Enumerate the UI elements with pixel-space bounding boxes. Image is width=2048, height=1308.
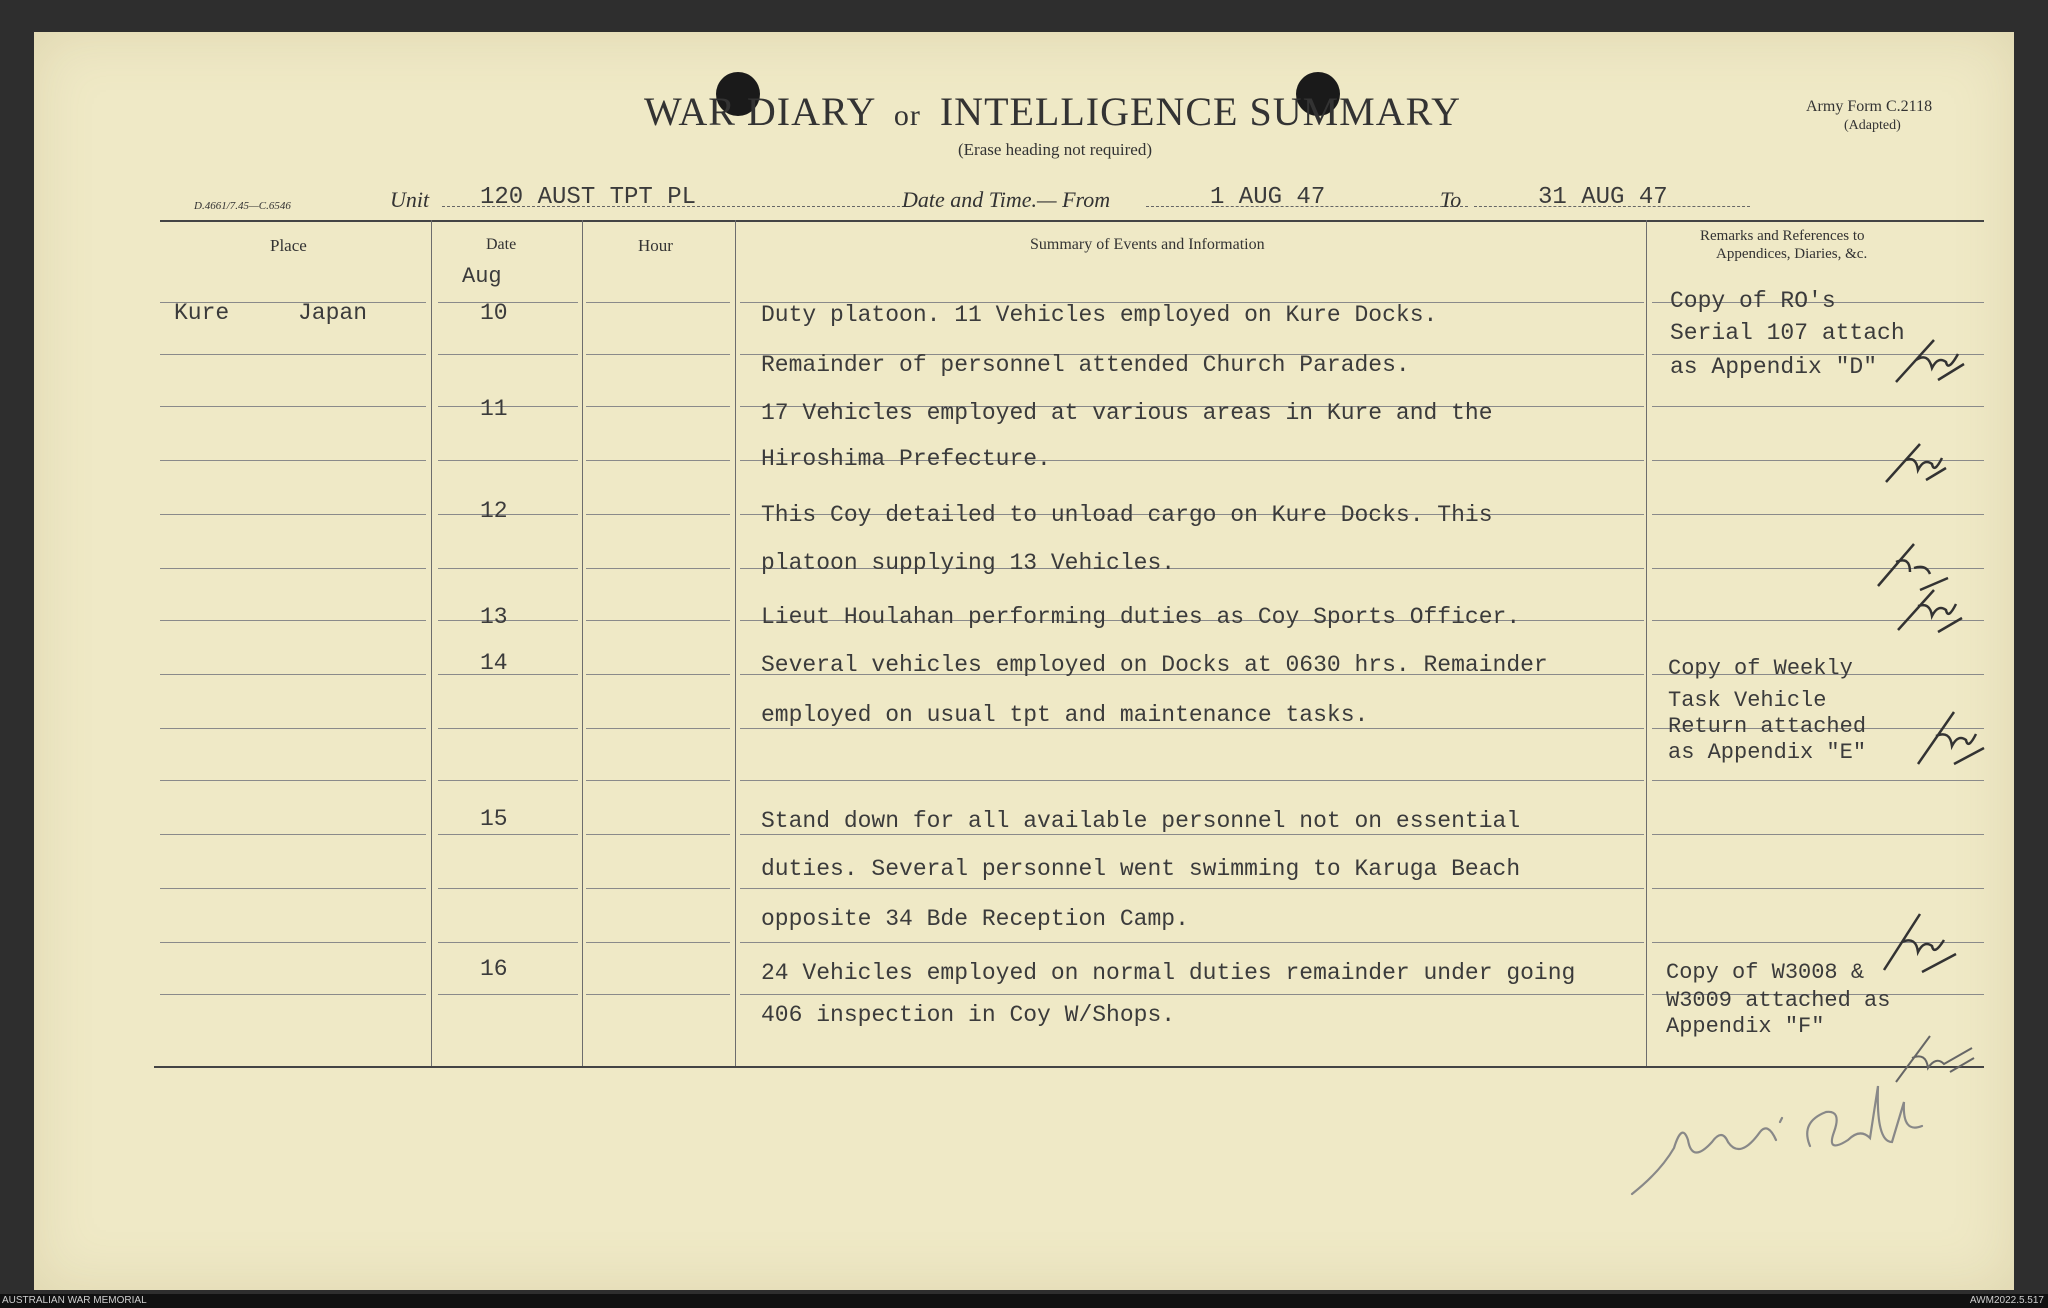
rule-line [1652,834,1984,835]
rule-line [160,568,426,569]
unit-label: Unit [390,187,430,212]
rule-line [740,780,1644,781]
column-header-summary: Summary of Events and Information [1030,236,1265,253]
rule-line [438,354,578,355]
army-form-number: Army Form C.2118 [1806,98,1933,115]
print-code: D.4661/7.45—C.6546 [194,200,291,212]
column-header-date: Date [486,236,517,253]
rule-line [160,834,426,835]
rule-line [160,994,426,995]
rule-line [160,406,426,407]
rule-line [160,780,426,781]
entry-date-14: 14 [480,650,508,676]
rule-line [1652,888,1984,889]
rule-line [160,942,426,943]
column-header-remarks-line1: Remarks and References to [1700,228,1865,244]
rule-line [1652,780,1984,781]
rule-line [438,834,578,835]
entry-16-line-2: 406 inspection in Coy W/Shops. [761,1002,1176,1028]
date-to-underline [1474,206,1750,208]
rule-line [438,780,578,781]
entry-date-13: 13 [480,604,508,630]
unit-underline [442,206,910,208]
rule-line [438,728,578,729]
entry-10-line-2: Remainder of personnel attended Church Parades. [761,352,1410,378]
rule-line [586,780,730,781]
column-divider-place [431,220,432,1066]
rule-line [160,888,426,889]
date-from-underline [1146,206,1468,208]
date-label: Date and Time.— From [902,187,1111,212]
rule-line [586,834,730,835]
remark-d-line-1: Copy of RO's [1670,288,1836,314]
rule-line [586,620,730,621]
rule-line [1652,514,1984,515]
rule-line [1652,406,1984,407]
rule-line [586,354,730,355]
page-subtitle: (Erase heading not required) [958,140,1152,159]
rule-line [160,620,426,621]
entry-12-line-2: platoon supplying 13 Vehicles. [761,550,1176,576]
title-war-diary: WAR DIARY [644,89,875,134]
initials-signature-5 [1912,702,1988,772]
remark-d-line-2: Serial 107 attach [1670,320,1905,346]
war-diary-sheet [34,32,2014,1290]
initials-signature-2 [1880,438,1950,488]
rule-line [586,460,730,461]
rule-line [438,568,578,569]
archive-footer [0,1294,2048,1308]
remark-d-line-3: as Appendix "D" [1670,354,1878,380]
remark-e-line-4: as Appendix "E" [1668,740,1867,765]
rule-line [586,888,730,889]
rule-line [160,728,426,729]
rule-line [740,728,1644,729]
column-divider-date [582,220,583,1066]
footer-left: AUSTRALIAN WAR MEMORIAL [2,1295,147,1306]
rule-line [438,942,578,943]
entry-15-line-3: opposite 34 Bde Reception Camp. [761,906,1189,932]
rule-line [438,460,578,461]
entry-12-line-1: This Coy detailed to unload cargo on Kure Docks. This [761,502,1493,528]
title-or: or [893,99,921,132]
column-header-hour: Hour [638,236,673,255]
month-label: Aug [462,264,502,289]
table-bottom-rule [154,1066,1984,1068]
entry-11-line-1: 17 Vehicles employed at various areas in Kure and the [761,400,1493,426]
rule-line [740,994,1644,995]
column-divider-hour [735,220,736,1066]
date-to: 31 AUG 47 [1538,184,1668,211]
entry-16-line-1: 24 Vehicles employed on normal duties remainder under going [761,960,1576,986]
initials-signature-1 [1888,332,1968,392]
rule-line [438,674,578,675]
unit-value: 120 AUST TPT PL [480,184,697,211]
rule-line [740,834,1644,835]
rule-line [740,942,1644,943]
column-divider-summary [1646,220,1647,1066]
column-header-remarks-line2: Appendices, Diaries, &c. [1716,246,1868,262]
rule-line [586,302,730,303]
rule-line [586,568,730,569]
remark-f-line-2: W3009 attached as [1666,988,1891,1013]
entry-date-16: 16 [480,956,508,982]
rule-line [740,888,1644,889]
column-header-place: Place [270,236,307,255]
date-from: 1 AUG 47 [1210,184,1326,211]
initials-signature-4 [1890,582,1966,636]
place-city: Kure [174,300,230,326]
entry-15-line-1: Stand down for all available personnel not on essential [761,808,1521,834]
entry-14-line-2: employed on usual tpt and maintenance tasks. [761,702,1369,728]
initials-signature-6 [1878,904,1962,980]
rule-line [160,514,426,515]
rule-line [160,460,426,461]
rule-line [438,302,578,303]
entry-date-15: 15 [480,806,508,832]
remark-e-line-2: Task Vehicle [1668,688,1827,713]
officer-signature [1630,1082,2030,1212]
rule-line [586,406,730,407]
rule-line [438,620,578,621]
rule-line [586,514,730,515]
entry-13-line-1: Lieut Houlahan performing duties as Coy Sports Officer. [761,604,1521,630]
initials-signature-7 [1890,1028,1980,1088]
rule-line [438,994,578,995]
rule-line [438,888,578,889]
place-country: Japan [298,300,368,326]
remark-e-line-3: Return attached [1668,714,1867,739]
entry-15-line-2: duties. Several personnel went swimming to Karuga Beach [761,856,1521,882]
entry-10-line-1: Duty platoon. 11 Vehicles employed on Kure Docks. [761,302,1438,328]
title-intelligence-summary: INTELLIGENCE SUMMARY [939,89,1461,134]
rule-line [160,354,426,355]
rule-line [586,942,730,943]
army-form-adapted: (Adapted) [1844,118,1901,133]
entry-14-line-1: Several vehicles employed on Docks at 0630 hrs. Remainder [761,652,1548,678]
entry-date-11: 11 [480,396,508,422]
rule-line [586,728,730,729]
footer-right: AWM2022.5.517 [1969,1295,2044,1306]
rule-line [586,994,730,995]
page-title [644,88,1461,135]
entry-11-line-2: Hiroshima Prefecture. [761,446,1051,472]
entry-date-12: 12 [480,498,508,524]
rule-line [438,514,578,515]
table-top-rule [160,220,1984,222]
remark-f-line-3: Appendix "F" [1666,1014,1825,1039]
rule-line [160,674,426,675]
entry-date-10: 10 [480,300,508,326]
rule-line [438,406,578,407]
rule-line [586,674,730,675]
remark-f-line-1: Copy of W3008 & [1666,960,1865,985]
to-label: To [1440,187,1462,212]
remark-e-line-1: Copy of Weekly [1668,656,1853,681]
